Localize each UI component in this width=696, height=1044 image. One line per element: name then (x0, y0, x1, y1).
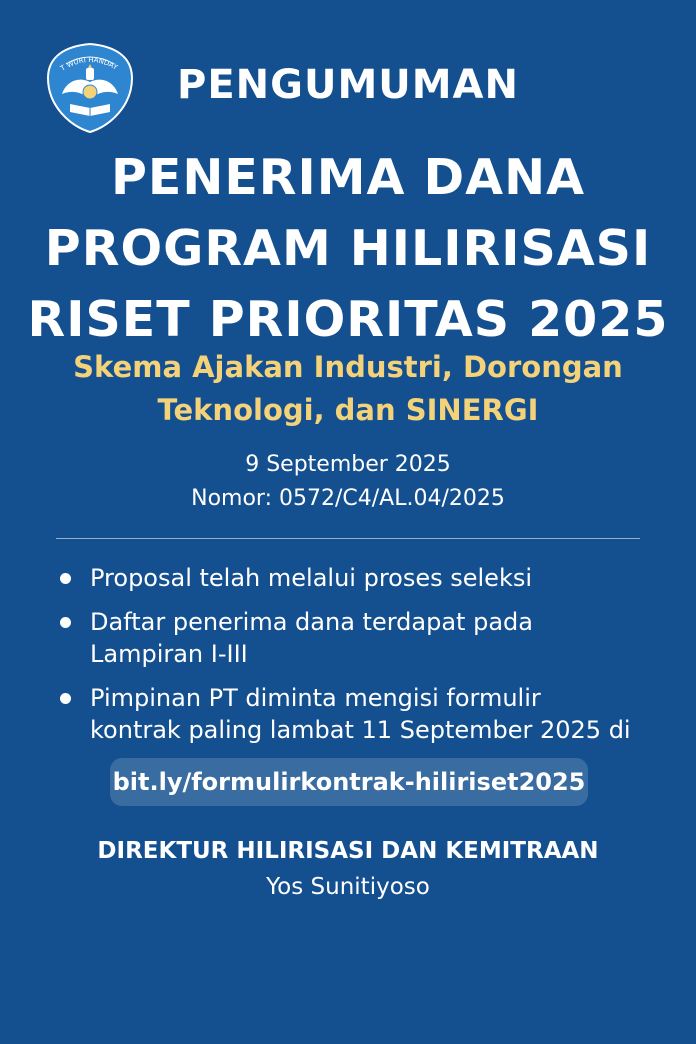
page-title (20, 142, 676, 355)
bullet-dot-icon (60, 617, 71, 628)
announcement-date: 9 September 2025 (245, 452, 451, 477)
list-item-line: Daftar penerima dana terdapat pada (90, 608, 533, 636)
title-line-2: PROGRAM HILIRISASI (44, 220, 652, 277)
list-item-line: kontrak paling lambat 11 September 2025 di (90, 716, 631, 744)
list-item-line: Proposal telah melalui proses seleksi (90, 564, 533, 592)
title-line-3: RISET PRIORITAS 2025 (27, 291, 669, 348)
title-line-1: PENERIMA DANA (110, 149, 586, 206)
list-item (58, 606, 656, 670)
announcement-label: PENGUMUMAN (177, 62, 519, 108)
list-item-line: Pimpinan PT diminta mengisi formulir (90, 684, 541, 712)
form-link[interactable]: bit.ly/formulirkontrak-hiliriset2025 (110, 758, 588, 806)
section-divider (56, 538, 640, 539)
scheme-subtitle (20, 346, 676, 432)
subtitle-line-2: Teknologi, dan SINERGI (157, 393, 539, 427)
announcement-number: Nomor: 0572/C4/AL.04/2025 (191, 486, 505, 511)
list-item (58, 682, 656, 746)
subtitle-line-1: Skema Ajakan Industri, Dorongan (73, 350, 623, 384)
bullet-dot-icon (60, 573, 71, 584)
signer-name: Yos Sunitiyoso (266, 874, 430, 900)
signer-title: DIREKTUR HILIRISASI DAN KEMITRAAN (97, 838, 599, 864)
list-item (58, 562, 656, 594)
logo-lettering: T WURI HANDAY (59, 55, 119, 73)
bullet-dot-icon (60, 693, 71, 704)
announcement-meta (20, 448, 676, 516)
bullet-list (58, 562, 656, 758)
list-item-line: Lampiran I-III (90, 640, 248, 668)
